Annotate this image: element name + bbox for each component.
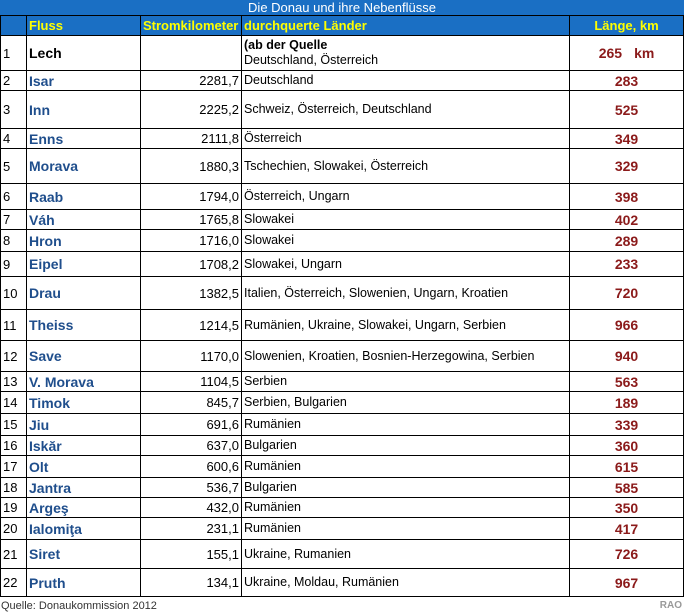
river-km: 1214,5 xyxy=(141,310,242,341)
river-km: 845,7 xyxy=(141,392,242,414)
river-name: Save xyxy=(27,341,141,372)
row-number: 15 xyxy=(1,414,27,436)
river-length: 417 xyxy=(570,518,684,540)
river-length: 360 xyxy=(570,436,684,456)
table-row xyxy=(1,277,684,310)
river-countries: Serbien, Bulgarien xyxy=(242,392,570,414)
river-name: Timok xyxy=(27,392,141,414)
river-length: 350 xyxy=(570,498,684,518)
river-km: 637,0 xyxy=(141,436,242,456)
river-name: Theiss xyxy=(27,310,141,341)
river-countries: Rumänien xyxy=(242,456,570,478)
table-row xyxy=(1,252,684,277)
river-name: Ialomiţa xyxy=(27,518,141,540)
river-length xyxy=(570,36,684,71)
row-number: 22 xyxy=(1,569,27,597)
river-length: 615 xyxy=(570,456,684,478)
length-value: 265 xyxy=(598,45,623,61)
table-row xyxy=(1,149,684,184)
row-number: 13 xyxy=(1,372,27,392)
river-name: Isar xyxy=(27,71,141,91)
row-number: 9 xyxy=(1,252,27,277)
river-name: Pruth xyxy=(27,569,141,597)
river-countries: Rumänien, Ukraine, Slowakei, Ungarn, Serbien xyxy=(242,310,570,341)
river-countries: Slowakei xyxy=(242,210,570,230)
row-number: 5 xyxy=(1,149,27,184)
table-row xyxy=(1,569,684,597)
river-km: 536,7 xyxy=(141,478,242,498)
countries-note: (ab der Quelle xyxy=(244,38,328,52)
row-number: 2 xyxy=(1,71,27,91)
river-countries: Slowakei xyxy=(242,230,570,252)
river-length: 967 xyxy=(570,569,684,597)
row-number: 4 xyxy=(1,129,27,149)
row-number: 19 xyxy=(1,498,27,518)
river-countries: Schweiz, Österreich, Deutschland xyxy=(242,91,570,129)
row-number: 16 xyxy=(1,436,27,456)
river-km: 1765,8 xyxy=(141,210,242,230)
row-number: 6 xyxy=(1,184,27,210)
table-title: Die Donau und ihre Nebenflüsse xyxy=(0,0,684,15)
river-name: Váh xyxy=(27,210,141,230)
table-row xyxy=(1,91,684,129)
river-km: 2225,2 xyxy=(141,91,242,129)
river-countries: Bulgarien xyxy=(242,478,570,498)
river-name: Argeş xyxy=(27,498,141,518)
table-row xyxy=(1,478,684,498)
table-row xyxy=(1,518,684,540)
river-countries: Serbien xyxy=(242,372,570,392)
river-km: 231,1 xyxy=(141,518,242,540)
river-countries: Deutschland xyxy=(242,71,570,91)
table-row xyxy=(1,540,684,569)
river-length: 233 xyxy=(570,252,684,277)
river-length: 398 xyxy=(570,184,684,210)
river-length: 402 xyxy=(570,210,684,230)
river-km xyxy=(141,36,242,71)
river-length: 329 xyxy=(570,149,684,184)
river-name: Raab xyxy=(27,184,141,210)
row-number: 11 xyxy=(1,310,27,341)
river-name: Olt xyxy=(27,456,141,478)
river-length: 339 xyxy=(570,414,684,436)
river-length: 349 xyxy=(570,129,684,149)
river-name: Eipel xyxy=(27,252,141,277)
river-km: 1382,5 xyxy=(141,277,242,310)
river-km: 2281,7 xyxy=(141,71,242,91)
table-row xyxy=(1,71,684,91)
river-km: 1170,0 xyxy=(141,341,242,372)
table-row xyxy=(1,498,684,518)
row-number: 17 xyxy=(1,456,27,478)
row-number: 3 xyxy=(1,91,27,129)
header-km: Stromkilometer xyxy=(141,16,242,36)
river-name: Inn xyxy=(27,91,141,129)
river-countries: Slowenien, Kroatien, Bosnien-Herzegowina, Serbien xyxy=(242,341,570,372)
river-name: Lech xyxy=(27,36,141,71)
river-length: 585 xyxy=(570,478,684,498)
river-km: 1104,5 xyxy=(141,372,242,392)
table-row xyxy=(1,310,684,341)
river-km: 1708,2 xyxy=(141,252,242,277)
table-row xyxy=(1,414,684,436)
row-number: 21 xyxy=(1,540,27,569)
river-countries xyxy=(242,36,570,71)
river-length: 283 xyxy=(570,71,684,91)
river-length: 720 xyxy=(570,277,684,310)
row-number: 7 xyxy=(1,210,27,230)
table-row xyxy=(1,184,684,210)
row-number: 18 xyxy=(1,478,27,498)
rivers-table xyxy=(0,15,684,597)
table-row xyxy=(1,436,684,456)
header-length: Länge, km xyxy=(570,16,684,36)
river-name: Siret xyxy=(27,540,141,569)
row-number: 20 xyxy=(1,518,27,540)
river-name: Iskăr xyxy=(27,436,141,456)
table-header-row xyxy=(1,16,684,36)
river-km: 600,6 xyxy=(141,456,242,478)
header-river: Fluss xyxy=(27,16,141,36)
river-countries: Ukraine, Moldau, Rumänien xyxy=(242,569,570,597)
river-name: Drau xyxy=(27,277,141,310)
river-km: 1880,3 xyxy=(141,149,242,184)
river-km: 1794,0 xyxy=(141,184,242,210)
river-length: 563 xyxy=(570,372,684,392)
river-name: Jiu xyxy=(27,414,141,436)
river-km: 155,1 xyxy=(141,540,242,569)
river-countries: Rumänien xyxy=(242,518,570,540)
row-number: 8 xyxy=(1,230,27,252)
river-length: 726 xyxy=(570,540,684,569)
table-row xyxy=(1,230,684,252)
river-countries: Bulgarien xyxy=(242,436,570,456)
row-number: 10 xyxy=(1,277,27,310)
river-countries: Italien, Österreich, Slowenien, Ungarn, Kroatien xyxy=(242,277,570,310)
table-row xyxy=(1,210,684,230)
table-row xyxy=(1,372,684,392)
river-km: 1716,0 xyxy=(141,230,242,252)
table-row xyxy=(1,341,684,372)
table-row xyxy=(1,456,684,478)
river-name: Morava xyxy=(27,149,141,184)
countries-list: Deutschland, Österreich xyxy=(244,53,379,67)
river-km: 432,0 xyxy=(141,498,242,518)
river-name: Hron xyxy=(27,230,141,252)
river-length: 940 xyxy=(570,341,684,372)
credit-mark: RAO xyxy=(659,600,682,611)
river-length: 525 xyxy=(570,91,684,129)
river-km: 134,1 xyxy=(141,569,242,597)
river-length: 189 xyxy=(570,392,684,414)
river-name: Jantra xyxy=(27,478,141,498)
river-name: V. Morava xyxy=(27,372,141,392)
river-countries: Slowakei, Ungarn xyxy=(242,252,570,277)
length-unit: km xyxy=(634,45,655,61)
row-number: 1 xyxy=(1,36,27,71)
table-row xyxy=(1,36,684,71)
table-row xyxy=(1,392,684,414)
river-km: 691,6 xyxy=(141,414,242,436)
river-km: 2111,8 xyxy=(141,129,242,149)
river-countries: Österreich, Ungarn xyxy=(242,184,570,210)
header-number xyxy=(1,16,27,36)
source-note: Quelle: Donaukommission 2012 xyxy=(1,600,157,612)
river-name: Enns xyxy=(27,129,141,149)
table-row xyxy=(1,129,684,149)
row-number: 14 xyxy=(1,392,27,414)
river-length: 966 xyxy=(570,310,684,341)
river-countries: Tschechien, Slowakei, Österreich xyxy=(242,149,570,184)
header-countries: durchquerte Länder xyxy=(242,16,570,36)
river-countries: Österreich xyxy=(242,129,570,149)
river-length: 289 xyxy=(570,230,684,252)
river-countries: Ukraine, Rumanien xyxy=(242,540,570,569)
river-countries: Rumänien xyxy=(242,498,570,518)
row-number: 12 xyxy=(1,341,27,372)
river-countries: Rumänien xyxy=(242,414,570,436)
